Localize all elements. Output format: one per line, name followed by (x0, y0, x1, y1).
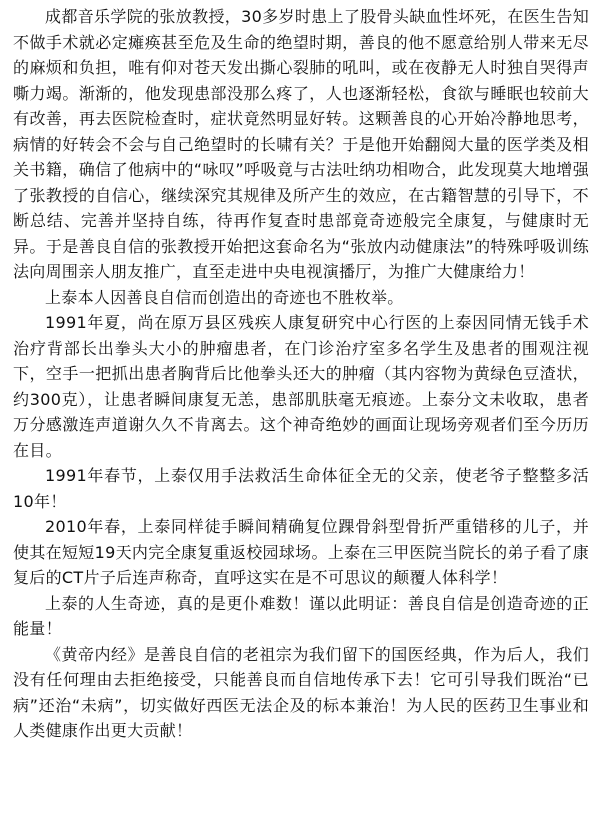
paragraph-shangtai-intro: 上泰本人因善良自信而创造出的奇迹也不胜枚举。 (45, 287, 404, 307)
paragraph-1991-summer: 1991年夏，尚在原万县区残疾人康复研究中心行医的上泰因同情无钱手术治疗背部长出拳头大小的肿瘤患者，在门诊治疗室多名学生及患者的围观注视下，空手一把抓出患者胸背后比他拳头还大的肿瘤（其内容物为黄绿色豆渣状，约300克），让患者瞬间康复无恙，患部肌肤毫无痕迹。上泰分文未收取，患者万分感激连声道谢久久不肯离去。这个神奇绝妙的画面让现场旁观者们至今历历在目。 (13, 313, 589, 460)
paragraph-2010-spring: 2010年春，上泰同样徒手瞬间精确复位踝骨斜型骨折严重错移的儿子，并使其在短短19天内完全康复重返校园球场。上泰在三甲医院当院长的弟子看了康复后的CT片子后连声称奇，直呼这实在是不可思议的颠覆人体科学！ (13, 517, 589, 587)
paragraph-1991-spring: 1991年春节，上泰仅用手法救活生命体征全无的父亲，使老爷子整整多活10年！ (13, 466, 589, 511)
paragraph-zhang-fang-story: 成都音乐学院的张放教授，30多岁时患上了股骨头缺血性坏死，在医生告知不做手术就必定瘫痪甚至危及生命的绝望时期，善良的他不愿意给别人带来无尽的麻烦和负担，唯有仰对苍天发出撕心裂肺的吼叫，或在夜静无人时独自哭得声嘶力竭。渐渐的，他发现患部没那么疼了，人也逐渐轻松，食欲与睡眠也较前大有改善，再去医院检查时，症状竟然明显好转。这颗善良的心开始冷静地思考，病情的好转会不会与自己绝望时的长啸有关？于是他开始翻阅大量的医学类及相关书籍，确信了他病中的“咏叹”呼吸竟与古法吐纳功相吻合，此发现莫大地增强了张教授的自信心，继续深究其规律及所产生的效应，在古籍智慧的引导下，不断总结、完善并坚持自练，待再作复查时患部竟奇迹般完全康复，与健康时无异。于是善良自信的张教授开始把这套命名为“张放内动健康法”的特殊呼吸训练法向周围亲人朋友推广，直至走进中央电视演播厅，为推广大健康给力！ (13, 7, 589, 281)
paragraph-life-miracle: 上泰的人生奇迹，真的是更仆难数！谨以此明证：善良自信是创造奇迹的正能量！ (13, 593, 589, 638)
paragraph-huangdi-neijing: 《黄帝内经》是善良自信的老祖宗为我们留下的国医经典，作为后人，我们没有任何理由去拒绝接受，只能善良而自信地传承下去！它可引导我们既治“已病”还治“未病”，切实做好西医无法企及的标本兼治！为人民的医药卫生事业和人类健康作出更大贡献！ (13, 644, 589, 740)
article-body (13, 4, 589, 744)
